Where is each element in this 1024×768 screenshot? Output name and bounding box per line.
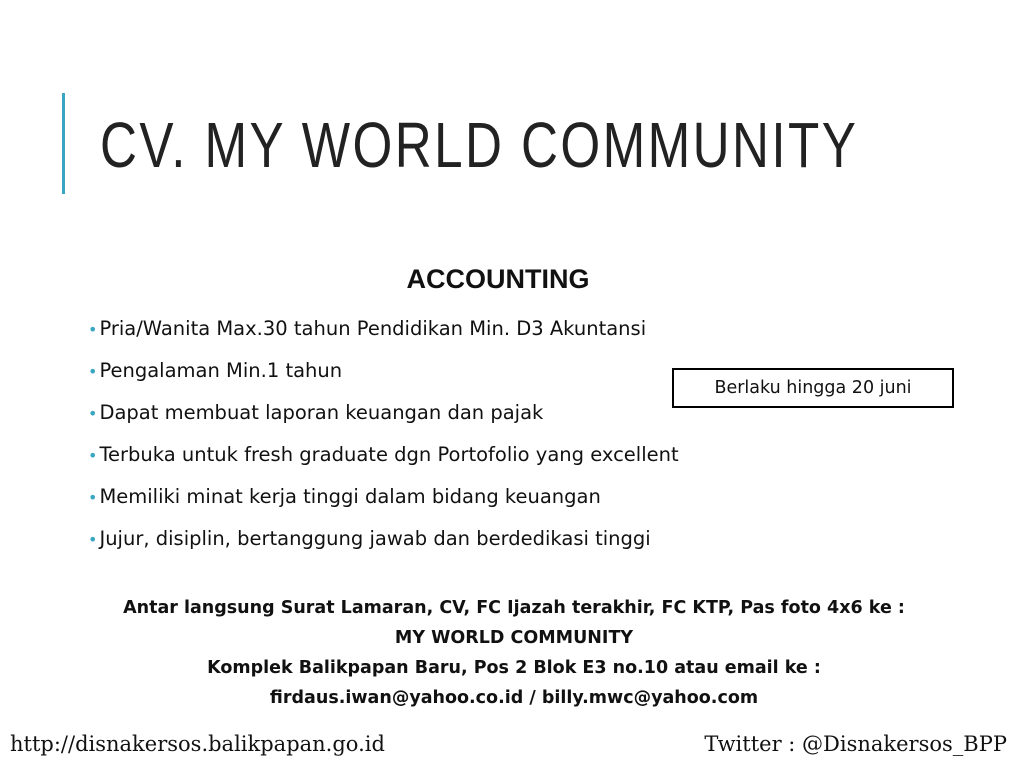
bullet-icon: • [88, 362, 98, 381]
requirement-item [88, 350, 679, 392]
footer-website: http://disnakersos.balikpapan.go.id [10, 732, 385, 756]
requirement-item [88, 434, 679, 476]
position-title: ACCOUNTING [406, 264, 590, 294]
application-instructions [0, 593, 1024, 713]
bullet-icon: • [88, 530, 98, 549]
requirement-text: Pengalaman Min.1 tahun [99, 359, 343, 382]
application-line-emails: firdaus.iwan@yahoo.co.id / billy.mwc@yahoo.com [269, 688, 759, 708]
requirement-item [88, 392, 679, 434]
footer-twitter: Twitter : @Disnakersos_BPP [704, 732, 1007, 756]
deadline-box: Berlaku hingga 20 juni [672, 368, 954, 408]
requirement-text: Pria/Wanita Max.30 tahun Pendidikan Min. D3 Akuntansi [99, 317, 647, 340]
bullet-icon: • [88, 446, 98, 465]
requirement-item [88, 518, 679, 560]
application-line-company: MY WORLD COMMUNITY [394, 628, 634, 648]
requirement-item [88, 476, 679, 518]
application-line-documents: Antar langsung Surat Lamaran, CV, FC Ijazah terakhir, FC KTP, Pas foto 4x6 ke : [123, 598, 905, 618]
requirements-list [88, 308, 679, 560]
requirement-text: Jujur, disiplin, bertanggung jawab dan berdedikasi tinggi [99, 527, 651, 550]
requirement-text: Terbuka untuk fresh graduate dgn Portofolio yang excellent [99, 443, 679, 466]
bullet-icon: • [88, 320, 98, 339]
application-line-address: Komplek Balikpapan Baru, Pos 2 Blok E3 no.10 atau email ke : [207, 658, 821, 678]
requirement-text: Dapat membuat laporan keuangan dan pajak [99, 401, 544, 424]
bullet-icon: • [88, 404, 98, 423]
requirement-item [88, 308, 679, 350]
page-title: CV. MY WORLD COMMUNITY [100, 109, 859, 181]
bullet-icon: • [88, 488, 98, 507]
requirement-text: Memiliki minat kerja tinggi dalam bidang keuangan [99, 485, 601, 508]
title-accent-bar [62, 93, 65, 194]
